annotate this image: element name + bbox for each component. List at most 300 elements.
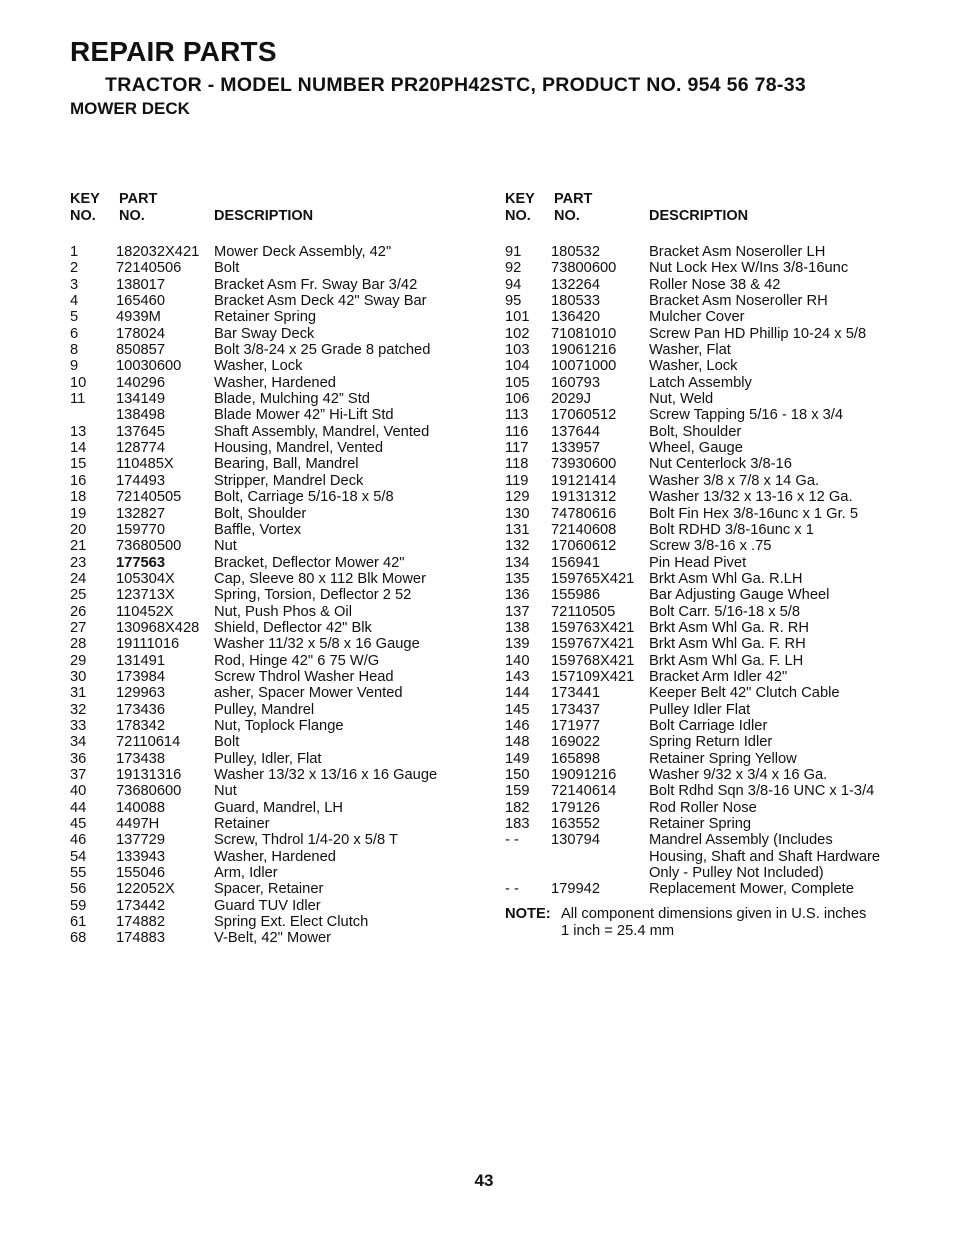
part-no-cell: 182032X421 (116, 244, 200, 260)
key-no-cell: 21 (70, 538, 87, 555)
table-row (70, 718, 490, 734)
key-header-line2: NO. (70, 208, 96, 224)
part-no-cell: 72140614 (551, 783, 617, 800)
key-no-cell: 102 (505, 325, 530, 342)
description-cell: Screw Pan HD Phillip 10-24 x 5/8 (649, 325, 867, 342)
note-line-2: 1 inch = 25.4 mm (561, 922, 675, 939)
part-no-cell: 71081010 (551, 325, 617, 342)
key-no-cell: 149 (505, 750, 530, 767)
key-no-cell: 91 (505, 244, 522, 260)
part-header-line1: PART (554, 191, 593, 207)
description-cell: Pulley, Mandrel (214, 701, 315, 718)
description-cell: Bolt (214, 734, 240, 751)
description-cell: Keeper Belt 42" Clutch Cable (649, 685, 840, 702)
part-header-line1: PART (119, 191, 158, 207)
description-header: DESCRIPTION (214, 208, 314, 224)
part-no-cell: 174493 (116, 472, 166, 489)
key-no-cell: 54 (70, 848, 87, 865)
table-row (505, 832, 925, 848)
key-no-cell: 150 (505, 767, 530, 783)
part-no-cell: 850857 (116, 342, 166, 359)
table-row (505, 555, 925, 571)
part-no-cell: 73930600 (551, 456, 617, 473)
table-row (70, 604, 490, 620)
key-no-cell: 28 (70, 636, 87, 653)
part-no-cell: 19061216 (551, 342, 617, 359)
part-no-cell: 157109X421 (551, 668, 635, 685)
key-no-cell: 33 (70, 717, 87, 734)
part-no-cell: 159765X421 (551, 570, 635, 587)
description-cell: Bracket Asm Deck 42" Sway Bar (214, 293, 427, 310)
key-no-cell: 24 (70, 570, 87, 587)
description-cell: Rod, Hinge 42" 6 75 W/G (214, 652, 380, 669)
table-body (505, 244, 925, 898)
table-row (70, 881, 490, 897)
description-cell: Washer 3/8 x 7/8 x 14 Ga. (649, 472, 820, 489)
table-row (70, 407, 490, 423)
table-row (505, 489, 925, 505)
part-no-cell: 155986 (551, 587, 601, 604)
key-no-cell: 159 (505, 783, 530, 800)
key-no-cell: 9 (70, 358, 79, 375)
key-no-cell: 23 (70, 554, 87, 571)
description-cell: Brkt Asm Whl Ga. F. LH (649, 652, 804, 669)
part-no-cell: 173441 (551, 685, 601, 702)
table-row (70, 751, 490, 767)
table-row (70, 342, 490, 358)
key-no-cell: 106 (505, 391, 530, 408)
description-cell: Blade, Mulching 42” Std (214, 391, 370, 408)
note-line-1: All component dimensions given in U.S. inches (561, 906, 867, 922)
table-row (505, 783, 925, 799)
table-row (505, 604, 925, 620)
table-row (505, 309, 925, 325)
table-row (505, 473, 925, 489)
key-no-cell: 131 (505, 521, 530, 538)
table-row (505, 767, 925, 783)
description-cell: Bolt, Shoulder (649, 423, 742, 440)
table-row (70, 309, 490, 325)
part-no-cell: 19111016 (116, 636, 180, 653)
part-no-cell: 2029J (551, 391, 592, 408)
page-number: 43 (474, 1171, 494, 1190)
table-row (70, 800, 490, 816)
key-no-cell: - - (505, 881, 519, 898)
description-cell: Spacer, Retainer (214, 881, 324, 898)
key-no-cell: 13 (70, 423, 87, 440)
part-no-cell: 10030600 (116, 358, 182, 375)
key-no-cell: 59 (70, 897, 87, 914)
table-row (70, 653, 490, 669)
key-no-cell: 105 (505, 374, 530, 391)
description-cell: Retainer (214, 816, 270, 833)
table-row (70, 865, 490, 881)
description-cell: Brkt Asm Whl Ga. R. RH (649, 619, 809, 636)
key-no-cell: 148 (505, 734, 530, 751)
description-cell: Washer, Flat (649, 342, 731, 359)
table-body (70, 244, 490, 947)
description-cell: Bolt Rdhd Sqn 3/8-16 UNC x 1-3/4 (649, 783, 875, 800)
table-row (70, 849, 490, 865)
key-no-cell: 103 (505, 342, 530, 359)
key-no-cell: 37 (70, 767, 87, 783)
table-row (505, 260, 925, 276)
key-no-cell: 40 (70, 783, 87, 800)
description-cell: Spring, Torsion, Deflector 2 52 (214, 587, 412, 604)
table-row (70, 636, 490, 652)
key-no-cell: 132 (505, 538, 530, 555)
table-row (70, 767, 490, 783)
table-row (505, 751, 925, 767)
part-no-cell: 179126 (551, 799, 601, 816)
key-no-cell: 19 (70, 505, 87, 522)
key-no-cell: 113 (505, 407, 529, 424)
key-no-cell: 68 (70, 930, 87, 947)
description-cell: Washer, Lock (214, 358, 303, 375)
part-no-cell: 138017 (116, 276, 166, 293)
part-no-cell: 179942 (551, 881, 601, 898)
part-no-cell: 72140608 (551, 521, 617, 538)
table-row (505, 685, 925, 701)
part-no-cell: 178024 (116, 325, 166, 342)
part-no-cell: 4497H (116, 816, 160, 833)
part-no-cell: 72140506 (116, 260, 182, 277)
key-no-cell: 117 (505, 440, 529, 457)
part-no-cell: 174883 (116, 930, 166, 947)
key-no-cell: 10 (70, 374, 87, 391)
description-cell: Screw, Thdrol 1/4-20 x 5/8 T (214, 832, 398, 849)
table-row (70, 424, 490, 440)
table-row (70, 489, 490, 505)
part-no-cell: 133957 (551, 440, 601, 457)
description-cell: Nut (214, 538, 237, 555)
description-cell: Mower Deck Assembly, 42" (214, 244, 392, 260)
description-cell: Bolt Carr. 5/16-18 x 5/8 (649, 603, 801, 620)
key-no-cell: 18 (70, 489, 87, 506)
part-no-cell: 159767X421 (551, 636, 635, 653)
description-cell: Washer 11/32 x 5/8 x 16 Gauge (214, 636, 420, 653)
key-no-cell: 134 (505, 554, 530, 571)
table-row (70, 538, 490, 554)
key-no-cell: 20 (70, 521, 87, 538)
part-no-cell: 110452X (116, 603, 174, 620)
part-no-cell: 159768X421 (551, 652, 635, 669)
description-cell: Bar Sway Deck (214, 325, 315, 342)
part-no-cell: 17060512 (551, 407, 617, 424)
description-cell: Washer, Hardened (214, 374, 336, 391)
key-no-cell: 116 (505, 423, 529, 440)
description-cell: Retainer Spring Yellow (649, 750, 797, 767)
part-no-cell: 140296 (116, 374, 166, 391)
key-no-cell: 101 (505, 309, 530, 326)
part-no-cell: 169022 (551, 734, 601, 751)
key-no-cell: 11 (70, 391, 86, 408)
table-row (70, 260, 490, 276)
table-row (70, 587, 490, 603)
part-no-cell: 178342 (116, 717, 166, 734)
part-no-cell: 159763X421 (551, 619, 635, 636)
part-no-cell: 19091216 (551, 767, 617, 783)
part-no-cell: 165460 (116, 293, 166, 310)
description-cell: Bracket Asm Noseroller RH (649, 293, 828, 310)
key-no-cell: 182 (505, 799, 530, 816)
part-no-cell: 163552 (551, 816, 601, 833)
part-no-cell: 134149 (116, 391, 166, 408)
description-cell: Spring Return Idler (649, 734, 773, 751)
key-no-cell: 138 (505, 619, 530, 636)
table-row (70, 571, 490, 587)
key-no-cell: 3 (70, 276, 79, 293)
description-header: DESCRIPTION (649, 208, 749, 224)
key-no-cell: 30 (70, 668, 87, 685)
part-no-cell: 17060612 (551, 538, 617, 555)
key-no-cell: 146 (505, 717, 530, 734)
part-no-cell: 137729 (116, 832, 166, 849)
parts-table-left (70, 191, 490, 947)
description-cell: Guard TUV Idler (214, 897, 321, 914)
description-cell: Screw Tapping 5/16 - 18 x 3/4 (649, 407, 844, 424)
part-no-cell: 128774 (116, 440, 166, 457)
description-cell: Brkt Asm Whl Ga. R.LH (649, 570, 803, 587)
table-row (70, 358, 490, 374)
key-no-cell: 31 (70, 685, 87, 702)
key-no-cell: 4 (70, 293, 79, 310)
description-cell: Nut Lock Hex W/Ins 3/8-16unc (649, 260, 849, 277)
table-row (505, 718, 925, 734)
key-no-cell: 14 (70, 440, 87, 457)
parts-table-right (505, 191, 925, 898)
part-no-cell: 19121414 (551, 472, 617, 489)
table-row (505, 391, 925, 407)
table-row (70, 293, 490, 309)
part-no-cell: 72110505 (551, 603, 616, 620)
table-row (70, 391, 490, 407)
description-cell: Pin Head Pivet (649, 554, 747, 571)
description-cell: V-Belt, 42" Mower (214, 930, 332, 947)
table-row (505, 734, 925, 750)
table-header (70, 191, 490, 225)
description-cell: Bolt RDHD 3/8-16unc x 1 (649, 521, 814, 538)
table-row (505, 522, 925, 538)
table-row (70, 898, 490, 914)
part-header-line2: NO. (554, 208, 580, 224)
description-cell: Mandrel Assembly (Includes (649, 832, 833, 849)
key-no-cell: - - (505, 832, 519, 849)
key-no-cell: 27 (70, 619, 87, 636)
key-no-cell: 118 (505, 456, 529, 473)
description-cell: Latch Assembly (649, 374, 752, 391)
model-subtitle: TRACTOR - MODEL NUMBER PR20PH42STC, PRODUCT NO. 954 56 78-33 (105, 74, 807, 96)
description-cell: Bolt Carriage Idler (649, 717, 768, 734)
part-no-cell: 74780616 (551, 505, 617, 522)
table-row (505, 587, 925, 603)
key-no-cell: 119 (505, 472, 529, 489)
table-row (70, 244, 490, 260)
table-row (505, 702, 925, 718)
table-row (505, 506, 925, 522)
table-row (505, 669, 925, 685)
description-cell: Rod Roller Nose (649, 799, 757, 816)
key-no-cell: 56 (70, 881, 87, 898)
description-cell: Bracket, Deflector Mower 42" (214, 554, 405, 571)
description-cell: Bolt, Carriage 5/16-18 x 5/8 (214, 489, 394, 506)
part-no-cell: 130794 (551, 832, 601, 849)
key-no-cell: 16 (70, 472, 87, 489)
table-row (505, 375, 925, 391)
part-no-cell: 138498 (116, 407, 166, 424)
part-no-cell: 156941 (551, 554, 601, 571)
part-no-cell: 132264 (551, 276, 601, 293)
key-no-cell: 5 (70, 309, 79, 326)
table-row (70, 914, 490, 930)
key-no-cell: 137 (505, 603, 530, 620)
description-cell: Arm, Idler (214, 865, 278, 882)
part-no-cell: 137644 (551, 423, 601, 440)
table-row (505, 440, 925, 456)
part-no-cell: 155046 (116, 865, 166, 882)
description-cell: Bearing, Ball, Mandrel (214, 456, 359, 473)
key-no-cell: 130 (505, 505, 530, 522)
table-row (70, 473, 490, 489)
key-no-cell: 143 (505, 668, 530, 685)
key-no-cell: 55 (70, 865, 87, 882)
part-no-cell: 72140505 (116, 489, 182, 506)
table-row (70, 440, 490, 456)
table-row (70, 277, 490, 293)
table-row (70, 783, 490, 799)
key-no-cell: 183 (505, 816, 530, 833)
key-no-cell: 6 (70, 325, 79, 342)
part-header-line2: NO. (119, 208, 145, 224)
table-row (70, 669, 490, 685)
description-cell: Mulcher Cover (649, 309, 745, 326)
description-cell: Washer 13/32 x 13-16 x 12 Ga. (649, 489, 853, 506)
table-row (505, 244, 925, 260)
description-cell: Nut, Toplock Flange (214, 717, 344, 734)
key-no-cell: 34 (70, 734, 87, 751)
key-no-cell: 139 (505, 636, 530, 653)
description-cell: Brkt Asm Whl Ga. F. RH (649, 636, 806, 653)
part-no-cell: 4939M (116, 309, 161, 326)
part-no-cell: 180532 (551, 244, 601, 260)
description-cell: Washer, Lock (649, 358, 738, 375)
table-row (70, 326, 490, 342)
table-row (505, 326, 925, 342)
table-row (505, 571, 925, 587)
key-no-cell: 44 (70, 799, 87, 816)
description-cell: Washer, Hardened (214, 848, 336, 865)
table-row (505, 816, 925, 832)
key-no-cell: 46 (70, 832, 87, 849)
part-no-cell: 105304X (116, 570, 175, 587)
part-no-cell: 73680600 (116, 783, 182, 800)
table-row (505, 538, 925, 554)
description-cell: Bar Adjusting Gauge Wheel (649, 587, 830, 604)
part-no-cell: 19131312 (551, 489, 617, 506)
description-cell: Spring Ext. Elect Clutch (214, 914, 369, 931)
description-cell: Shaft Assembly, Mandrel, Vented (214, 423, 430, 440)
description-cell: Guard, Mandrel, LH (214, 799, 343, 816)
description-cell: Bolt 3/8-24 x 25 Grade 8 patched (214, 342, 431, 359)
page-title: REPAIR PARTS (70, 36, 277, 67)
table-row (70, 456, 490, 472)
table-row (70, 702, 490, 718)
part-no-cell: 130968X428 (116, 619, 200, 636)
part-no-cell: 173984 (116, 668, 166, 685)
description-cell: Nut Centerlock 3/8-16 (649, 456, 792, 473)
description-cell: Baffle, Vortex (214, 521, 302, 538)
part-no-cell: 129963 (116, 685, 166, 702)
table-row (70, 506, 490, 522)
table-row (70, 734, 490, 750)
description-cell: Cap, Sleeve 80 x 112 Blk Mower (214, 570, 426, 587)
key-no-cell: 129 (505, 489, 530, 506)
key-no-cell: 144 (505, 685, 530, 702)
part-no-cell: 180533 (551, 293, 601, 310)
note-label: NOTE: (505, 906, 551, 922)
description-cell: Bolt (214, 260, 240, 277)
part-no-cell: 173438 (116, 750, 166, 767)
table-row (70, 375, 490, 391)
description-cell: Screw 3/8-16 x .75 (649, 538, 772, 555)
description-cell: Bolt Fin Hex 3/8-16unc x 1 Gr. 5 (649, 505, 858, 522)
key-no-cell: 92 (505, 260, 522, 277)
table-row (505, 424, 925, 440)
part-no-cell: 131491 (116, 652, 166, 669)
table-row (70, 620, 490, 636)
part-no-cell: 110485X (116, 456, 174, 473)
part-no-cell: 123713X (116, 587, 175, 604)
key-no-cell: 32 (70, 701, 87, 718)
description-cell: Bolt, Shoulder (214, 505, 307, 522)
part-no-cell: 159770 (116, 521, 166, 538)
key-no-cell: 1 (70, 244, 79, 260)
table-row (505, 620, 925, 636)
description-cell: Retainer Spring (649, 816, 752, 833)
part-no-cell: 140088 (116, 799, 166, 816)
description-cell: Shield, Deflector 42" Blk (214, 619, 372, 636)
table-row (505, 342, 925, 358)
table-row (505, 358, 925, 374)
part-no-cell: 73800600 (551, 260, 617, 277)
key-no-cell: 25 (70, 587, 87, 604)
key-no-cell: 135 (505, 570, 530, 587)
key-no-cell: 15 (70, 456, 87, 473)
description-cell: Retainer Spring (214, 309, 317, 326)
key-no-cell: 26 (70, 603, 87, 620)
part-no-cell: 19131316 (116, 767, 182, 783)
key-no-cell: 104 (505, 358, 530, 375)
description-cell: Screw Thdrol Washer Head (214, 668, 394, 685)
key-no-cell: 95 (505, 293, 522, 310)
table-row (505, 653, 925, 669)
part-no-cell: 122052X (116, 881, 175, 898)
description-cell: Roller Nose 38 & 42 (649, 276, 781, 293)
key-header-line1: KEY (70, 191, 100, 207)
key-no-cell: 145 (505, 701, 530, 718)
key-no-cell: 140 (505, 652, 530, 669)
key-no-cell: 61 (70, 914, 87, 931)
description-cell: Bracket Asm Fr. Sway Bar 3/42 (214, 276, 418, 293)
table-row (505, 407, 925, 423)
description-cell: Only - Pulley Not Included) (649, 865, 824, 882)
description-cell: Washer 9/32 x 3/4 x 16 Ga. (649, 767, 828, 783)
table-row (70, 522, 490, 538)
part-no-cell: 133943 (116, 848, 166, 865)
key-no-cell: 2 (70, 260, 79, 277)
key-no-cell: 136 (505, 587, 530, 604)
description-cell: Housing, Mandrel, Vented (214, 440, 384, 457)
